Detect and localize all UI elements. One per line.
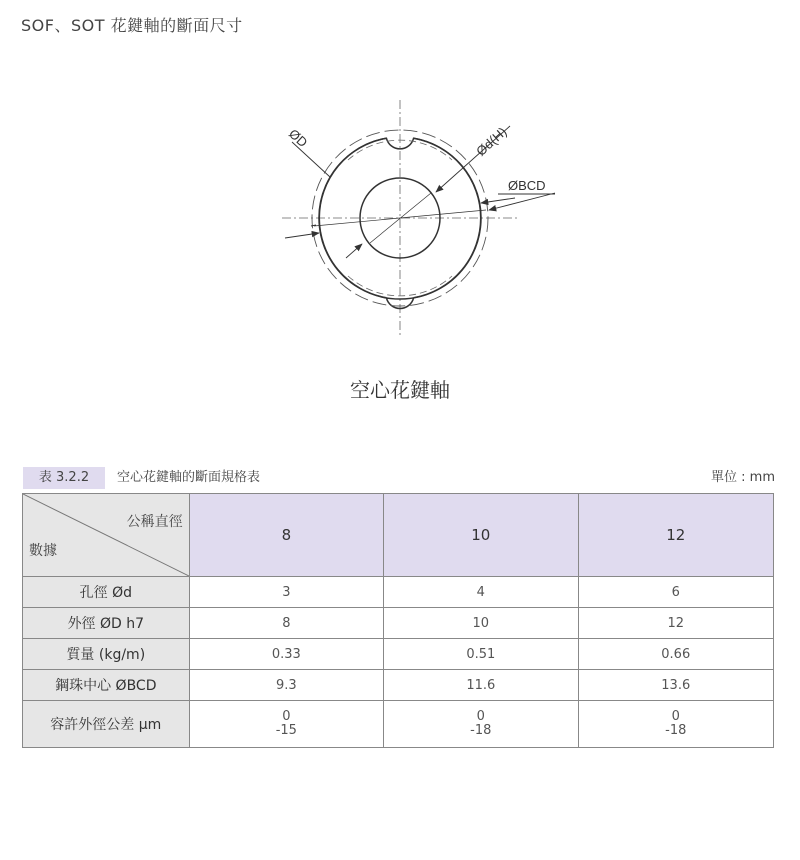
table-cell (578, 701, 773, 748)
table-cell: 8 (189, 608, 383, 639)
row-label: 外徑 ØD h7 (23, 608, 190, 639)
table-cell: 10 (384, 608, 578, 639)
table-cell: 0.51 (384, 639, 578, 670)
tolerance-lower: -18 (470, 723, 492, 738)
table-row (23, 577, 774, 608)
row-label: 鋼珠中心 ØBCD (23, 670, 190, 701)
table-row (23, 670, 774, 701)
tolerance-upper: 0 (282, 709, 291, 724)
od-label: ØD (286, 125, 311, 151)
tolerance-lower: -15 (275, 723, 297, 738)
table-cell: 3 (189, 577, 383, 608)
row-label: 孔徑 Ød (23, 577, 190, 608)
column-header: 12 (578, 494, 773, 577)
table-row (23, 701, 774, 748)
bcd-label: ØBCD (508, 178, 546, 193)
table-cell: 12 (578, 608, 773, 639)
table-number: 表 3.2.2 (23, 467, 105, 489)
table-row (23, 639, 774, 670)
table-cell (189, 701, 383, 748)
tolerance-lower: -18 (665, 723, 687, 738)
cross-section-diagram (0, 0, 800, 370)
table-cell: 4 (384, 577, 578, 608)
table-head-row (23, 494, 774, 577)
figure-caption: 空心花鍵軸 (350, 378, 450, 402)
corner-label-nominal: 公稱直徑 (126, 514, 183, 530)
column-header: 10 (384, 494, 578, 577)
spec-table (22, 493, 774, 748)
table-cell (384, 701, 578, 748)
table-cell: 0.33 (189, 639, 383, 670)
tolerance-upper: 0 (671, 709, 680, 724)
tolerance-upper: 0 (476, 709, 485, 724)
corner-label-data: 數據 (29, 543, 57, 559)
table-cell: 6 (578, 577, 773, 608)
column-header: 8 (189, 494, 383, 577)
table-cell: 0.66 (578, 639, 773, 670)
row-label: 容許外徑公差 μm (23, 701, 190, 748)
corner-cell (23, 494, 190, 577)
table-cell: 9.3 (189, 670, 383, 701)
page-title: SOF、SOT 花鍵軸的斷面尺寸 (21, 16, 243, 35)
table-cell: 11.6 (384, 670, 578, 701)
table-header (23, 467, 775, 489)
corner-diagonal (23, 494, 189, 576)
id-label: Ød(H) (473, 124, 510, 159)
table-caption: 空心花鍵軸的斷面規格表 (117, 470, 261, 485)
row-label: 質量 (kg/m) (23, 639, 190, 670)
table-cell: 13.6 (578, 670, 773, 701)
table-row (23, 608, 774, 639)
table-unit: 單位 : mm (711, 470, 775, 485)
